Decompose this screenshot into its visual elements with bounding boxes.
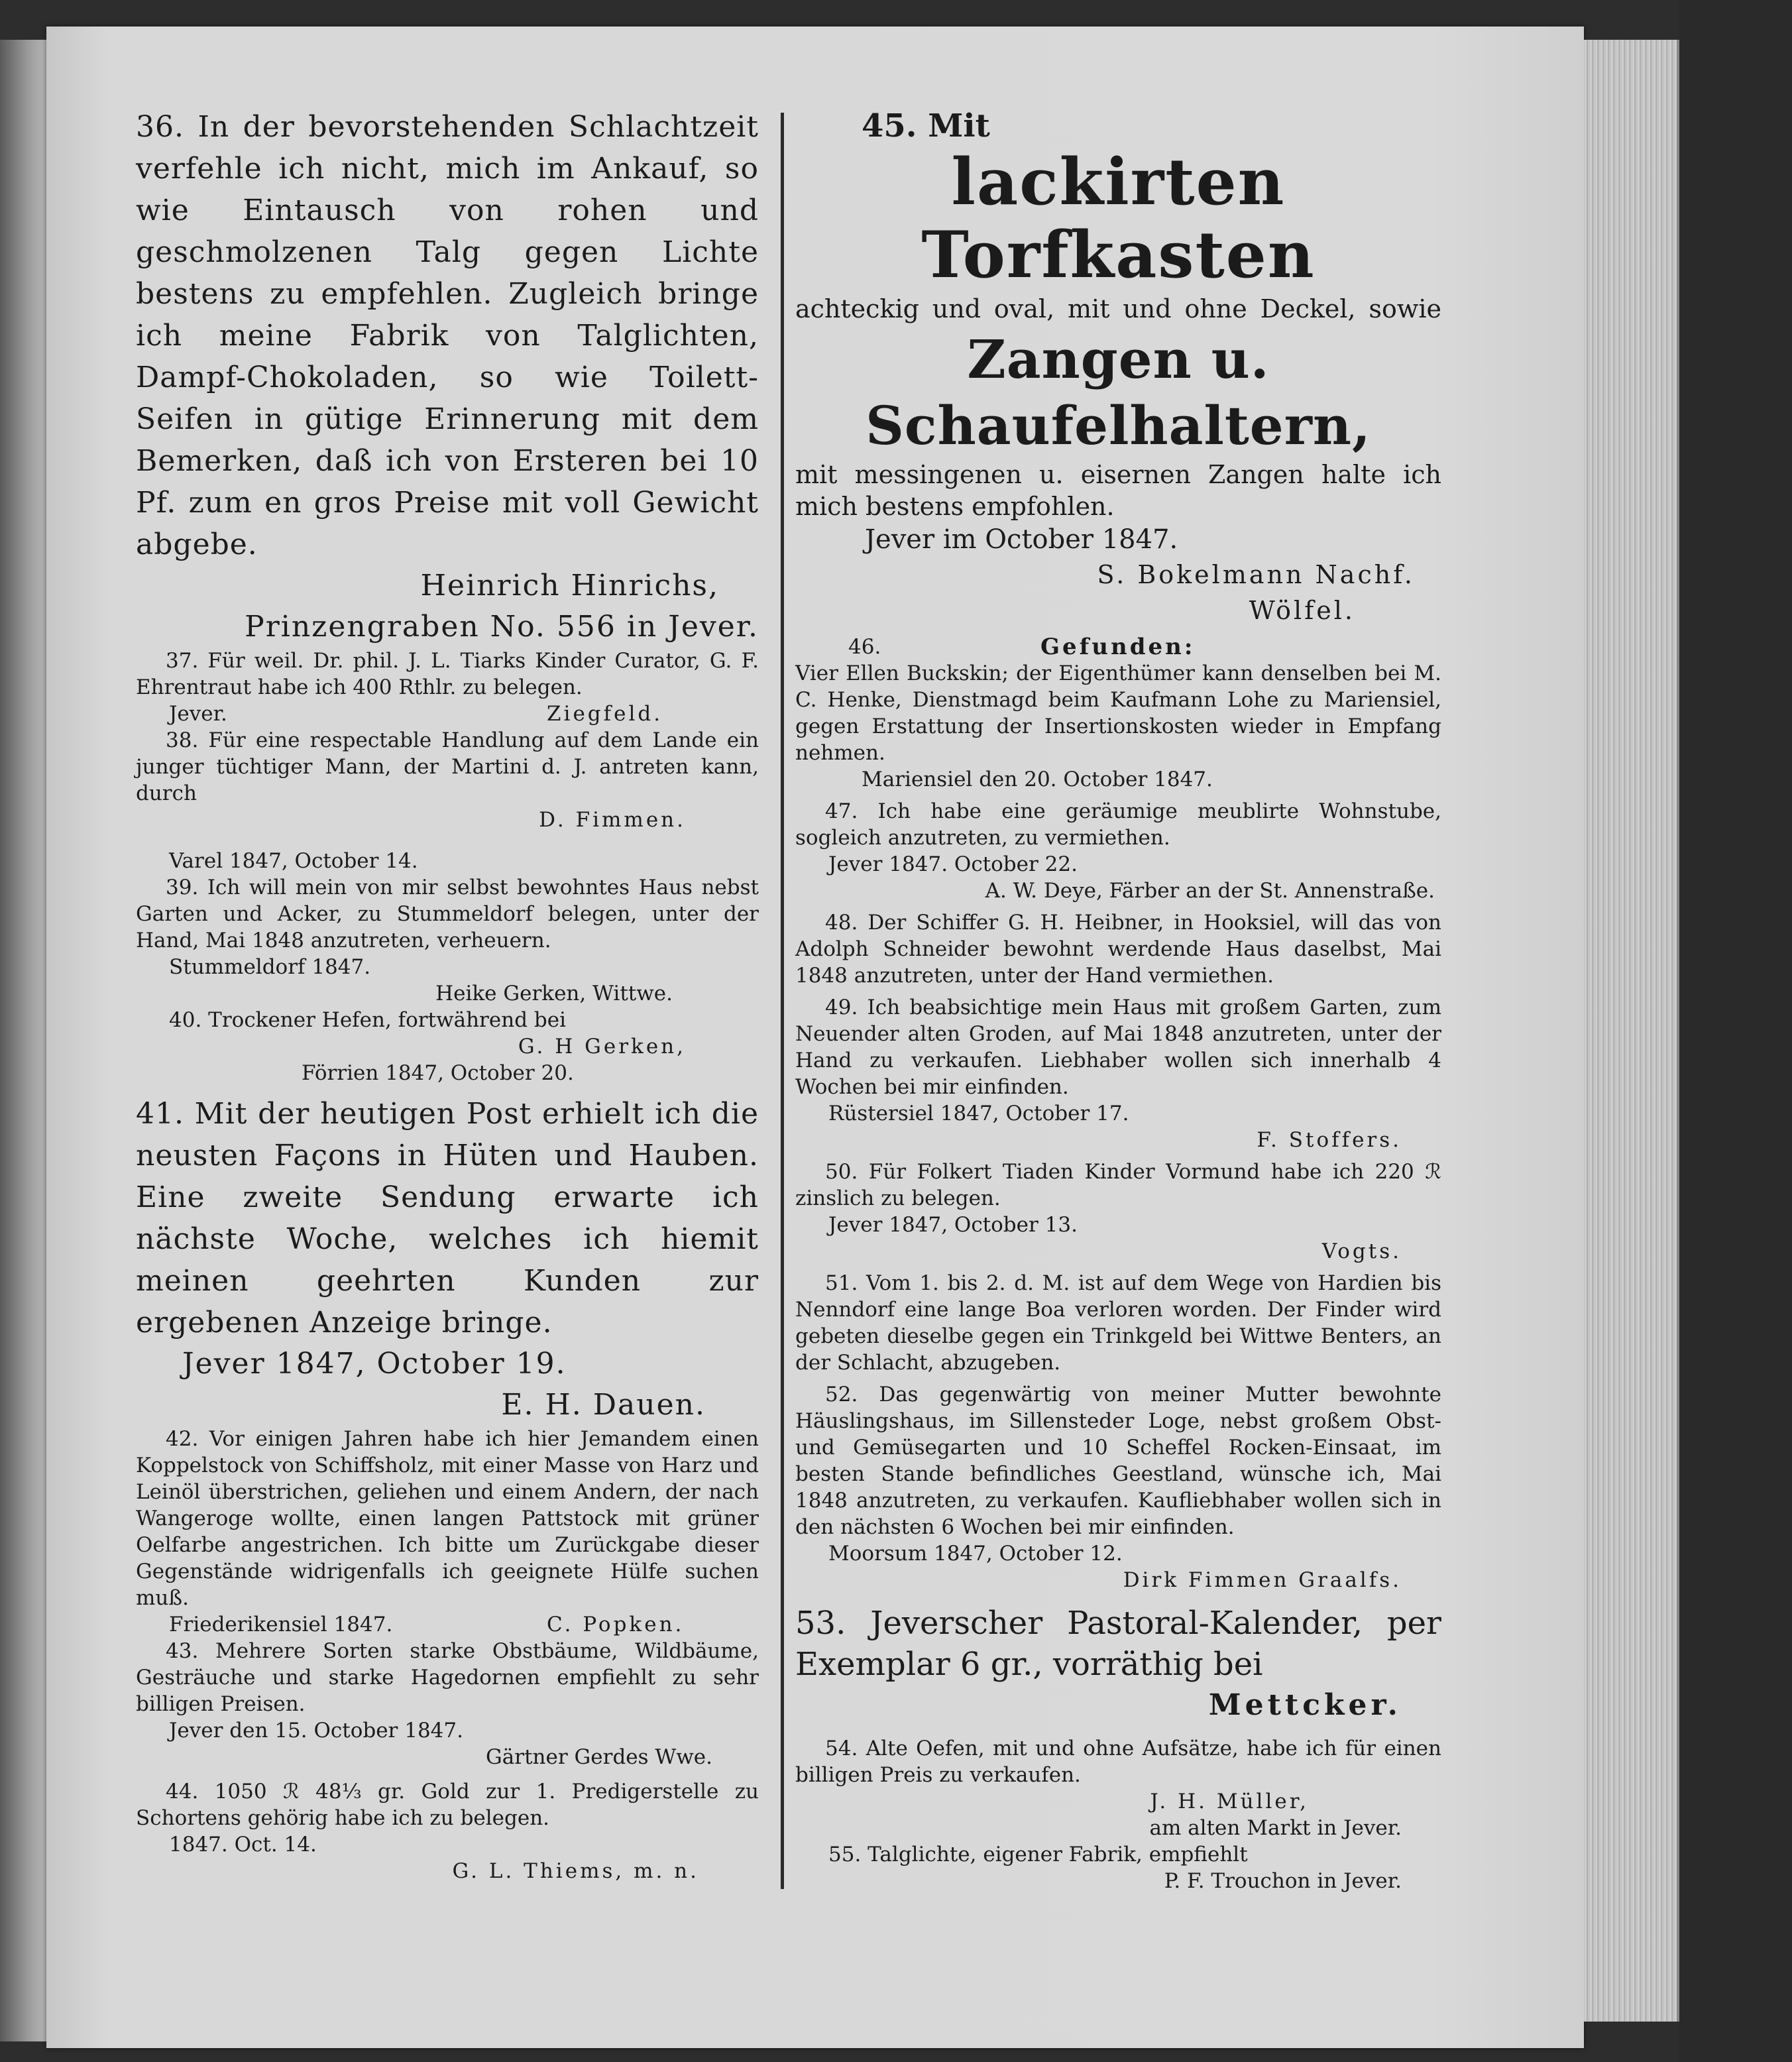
ad-42-footer xyxy=(136,1611,759,1638)
ad-52-text: 52. Das gegenwärtig von meiner Mutter bewohnte Häuslingshaus, im Sillensteder Loge, nebst großem Obst- und Gemüsegarten und 10 Scheffel Rocken-Einsaat, im besten Stande befindliches Geestland, wünsche ich, Mai 1848 anzutreten, zu verkaufen. Kaufliebhaber wollen sich in den nächsten 6 Wochen bei mir einfinden. xyxy=(795,1383,1441,1539)
ad-38 xyxy=(136,727,759,874)
ad-45-head: 45. Mit xyxy=(862,107,990,144)
ad-49 xyxy=(795,994,1441,1153)
ad-38-text: 38. Für eine respectable Handlung auf dem Lande ein junger tüchtiger Mann, der Martini d. J. antreten kann, durch xyxy=(136,728,759,805)
ad-37-signature: Ziegfeld. xyxy=(547,702,663,726)
ad-50-signature: Vogts. xyxy=(1321,1239,1402,1263)
ad-46-number: 46. xyxy=(848,635,881,659)
ad-36-signature-address: Prinzengraben No. 556 in Jever. xyxy=(245,610,759,644)
ad-55-text: 55. Talglichte, eigener Fabrik, empfiehlt xyxy=(828,1843,1248,1866)
ad-51 xyxy=(795,1270,1441,1376)
ad-48 xyxy=(795,909,1441,989)
ad-37-footer xyxy=(136,701,759,727)
ad-37 xyxy=(136,648,759,727)
ad-53-signature: Mettcker. xyxy=(1208,1688,1402,1722)
ad-46-heading: Gefunden: xyxy=(1040,634,1196,660)
ad-39-signature: Heike Gerken, Wittwe. xyxy=(435,982,673,1005)
column-divider xyxy=(781,113,784,1889)
ad-54-signature-2: am alten Markt in Jever. xyxy=(1149,1816,1402,1840)
ad-41 xyxy=(136,1093,759,1426)
ad-45-title-2: Zangen u. Schaufelhaltern, xyxy=(866,328,1371,457)
ad-44 xyxy=(136,1778,759,1884)
ad-44-text: 44. 1050 ℛ 48⅓ gr. Gold zur 1. Predigerstelle zu Schortens gehörig habe ich zu belegen. xyxy=(136,1780,759,1830)
ad-54-signature: J. H. Müller, xyxy=(1150,1790,1309,1813)
ad-44-signature: G. L. Thiems, m. n. xyxy=(452,1859,699,1883)
ad-46-place: Mariensiel den 20. October 1847. xyxy=(862,768,1213,791)
ad-50-place: Jever 1847, October 13. xyxy=(828,1213,1078,1237)
ad-50-text: 50. Für Folkert Tiaden Kinder Vormund habe ich 220 ℛ zinslich zu belegen. xyxy=(795,1160,1441,1210)
ad-38-place: Varel 1847, October 14. xyxy=(169,849,418,873)
ad-43-signature: Gärtner Gerdes Wwe. xyxy=(486,1745,712,1769)
ad-46-text: Vier Ellen Buckskin; der Eigenthümer kann denselben bei M. C. Henke, Dienstmagd beim Kaufmann Lohe zu Mariensiel, gegen Erstattung der Insertionskosten wieder in Empfang nehmen. xyxy=(795,661,1441,765)
ad-36 xyxy=(136,106,759,648)
ad-47-place: Jever 1847. October 22. xyxy=(828,852,1078,876)
right-column xyxy=(795,106,1441,1894)
ad-45 xyxy=(795,106,1441,628)
ad-46 xyxy=(795,634,1441,793)
ad-41-text: 41. Mit der heutigen Post erhielt ich die neusten Façons in Hüten und Hauben. Eine zweite Sendung erwarte ich nächste Woche, welches ich hiemit meinen geehrten Kunden zur ergebenen Anzeige bringe. xyxy=(136,1097,759,1340)
ad-45-place: Jever im October 1847. xyxy=(865,524,1178,555)
ad-37-text: 37. Für weil. Dr. phil. J. L. Tiarks Kinder Curator, G. F. Ehrentraut habe ich 400 Rthlr. zu belegen. xyxy=(136,649,759,699)
ad-49-place: Rüstersiel 1847, October 17. xyxy=(828,1102,1129,1125)
ad-36-text: 36. In der bevorstehenden Schlachtzeit verfehle ich nicht, mich im Ankauf, so wie Eintausch von rohen und geschmolzenen Talg gegen Lichte bestens zu empfehlen. Zugleich bringe ich meine Fabrik von Talglichten, Dampf-Chokoladen, so wie Toilett-Seifen in gütige Erinnerung mit dem Bemerken, daß ich von Ersteren bei 10 Pf. zum en gros Preise mit voll Gewicht abgebe. xyxy=(136,110,759,561)
facing-page-edge xyxy=(0,40,46,2041)
ad-55 xyxy=(795,1841,1441,1894)
ad-45-text: mit messingenen u. eisernen Zangen halte ich mich bestens empfohlen. xyxy=(795,460,1441,521)
ad-45-signature-2: Wölfel. xyxy=(1249,596,1355,625)
ad-36-signature-name: Heinrich Hinrichs, xyxy=(420,569,719,602)
ad-51-text: 51. Vom 1. bis 2. d. M. ist auf dem Wege von Hardien bis Nenndorf eine lange Boa verloren worden. Der Finder wird gebeten dieselbe gegen ein Trinkgeld bei Wittwe Benters, an der Schlacht, abzugeben. xyxy=(795,1271,1441,1375)
ad-43 xyxy=(136,1638,759,1770)
ad-45-signature: S. Bokelmann Nachf. xyxy=(1097,560,1415,589)
ad-48-text: 48. Der Schiffer G. H. Heibner, in Hooksiel, will das von Adolph Schneider bewohnt werdende Haus daselbst, Mai 1848 anzutreten, unter der Hand vermiethen. xyxy=(795,911,1441,988)
ad-47 xyxy=(795,798,1441,904)
ad-50 xyxy=(795,1159,1441,1265)
ad-42-text: 42. Vor einigen Jahren habe ich hier Jemandem einen Koppelstock von Schiffsholz, mit einer Masse von Harz und Leinöl überstrichen, geliehen und einem Andern, der nach Wangeroge wollte, einen langen Pattstock mit grüner Oelfarbe angestrichen. Ich bitte um Zurückgabe dieser Gegenstände widrigenfalls ich geeignete Hülfe suchen muß. xyxy=(136,1427,759,1610)
ad-47-signature: A. W. Deye, Färber an der St. Annenstraße. xyxy=(985,879,1435,903)
ad-43-text: 43. Mehrere Sorten starke Obstbäume, Wildbäume, Gesträuche und starke Hagedornen empfiehlt zu sehr billigen Preisen. xyxy=(136,1639,759,1716)
ad-46-header xyxy=(795,634,1441,660)
scan-background xyxy=(1679,0,1792,2062)
ad-53 xyxy=(795,1603,1441,1726)
ad-54 xyxy=(795,1735,1441,1841)
ad-52 xyxy=(795,1381,1441,1593)
ad-47-text: 47. Ich habe eine geräumige meublirte Wohnstube, sogleich anzutreten, zu vermiethen. xyxy=(795,799,1441,850)
ad-40-signature: G. H Gerken, xyxy=(518,1035,686,1059)
ad-49-text: 49. Ich beabsichtige mein Haus mit großem Garten, zum Neuender alten Groden, auf Mai 1848 anzutreten, unter der Hand zu verkaufen. Liebhaber wollen sich innerhalb 4 Wochen bei mir einfinden. xyxy=(795,996,1441,1099)
ad-41-signature: E. H. Dauen. xyxy=(501,1388,706,1422)
ad-45-title: lackirten Torfkasten xyxy=(921,144,1316,292)
ad-40 xyxy=(136,1007,759,1086)
ad-38-signature: D. Fimmen. xyxy=(539,808,686,832)
ad-41-place: Jever 1847, October 19. xyxy=(182,1347,567,1381)
ad-42-place: Friederikensiel 1847. xyxy=(169,1613,393,1636)
ad-42 xyxy=(136,1426,759,1638)
ad-42-signature: C. Popken. xyxy=(547,1613,685,1636)
ad-55-signature: P. F. Trouchon in Jever. xyxy=(1164,1869,1402,1893)
ad-39 xyxy=(136,874,759,1007)
ad-49-signature: F. Stoffers. xyxy=(1257,1128,1402,1152)
ad-52-place: Moorsum 1847, October 12. xyxy=(828,1542,1123,1566)
ad-40-text: 40. Trockener Hefen, fortwährend bei xyxy=(169,1008,566,1032)
left-column xyxy=(136,106,759,1884)
ad-39-place: Stummeldorf 1847. xyxy=(169,955,371,979)
ad-54-text: 54. Alte Oefen, mit und ohne Aufsätze, habe ich für einen billigen Preis zu verkaufen. xyxy=(795,1737,1441,1787)
ad-40-place: Förrien 1847, October 20. xyxy=(302,1061,574,1085)
book-page-edges xyxy=(1584,40,1679,2022)
ad-52-signature: Dirk Fimmen Graalfs. xyxy=(1123,1568,1402,1592)
ad-43-place: Jever den 15. October 1847. xyxy=(169,1719,463,1743)
ad-37-place: Jever. xyxy=(169,702,227,726)
ad-53-text: 53. Jeverscher Pastoral-Kalender, per Exemplar 6 gr., vorräthig bei xyxy=(795,1605,1441,1683)
ad-44-place: 1847. Oct. 14. xyxy=(169,1833,317,1857)
ad-45-subtitle: achteckig und oval, mit und ohne Deckel, sowie xyxy=(795,294,1441,323)
ad-39-text: 39. Ich will mein von mir selbst bewohntes Haus nebst Garten und Acker, zu Stummeldorf belegen, unter der Hand, Mai 1848 anzutreten, verheuern. xyxy=(136,876,759,952)
